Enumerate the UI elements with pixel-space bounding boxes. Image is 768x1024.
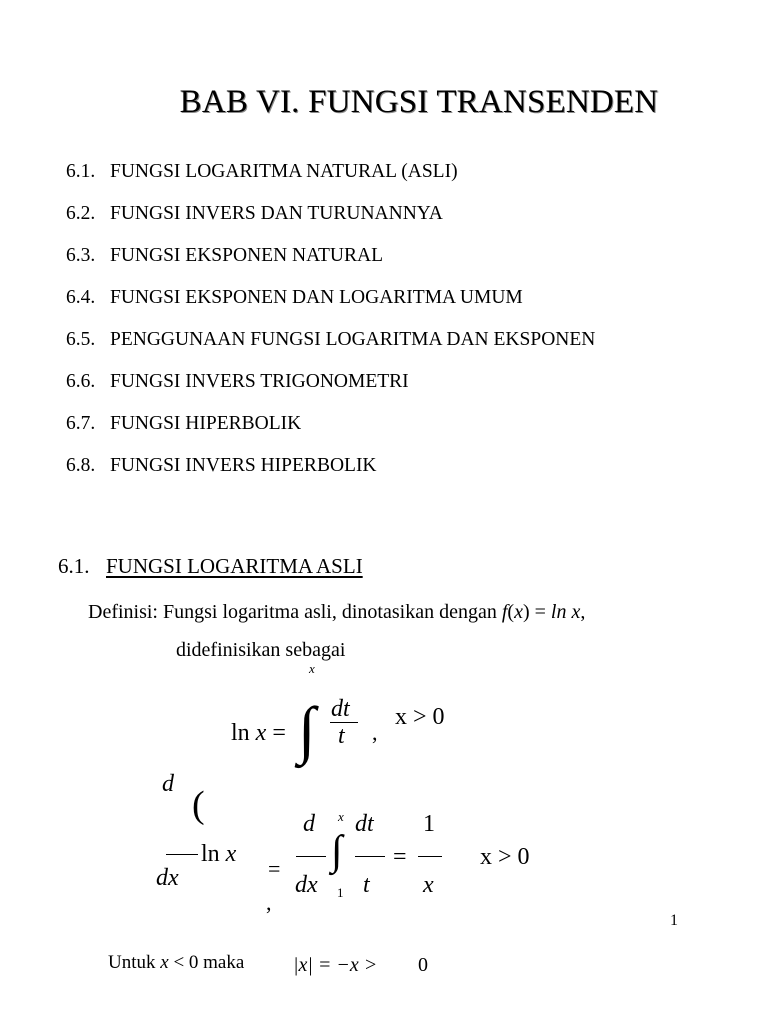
definition-suffix: , bbox=[580, 601, 586, 623]
formula2-ln: ln bbox=[201, 841, 226, 867]
formula1-integral: ∫ bbox=[298, 694, 316, 765]
toc-item-number: 6.6. bbox=[66, 371, 96, 392]
formula2-brace: ( bbox=[192, 784, 205, 826]
formula2-d-bar bbox=[296, 856, 326, 857]
formula1-ln: ln bbox=[231, 720, 256, 746]
toc-item-text: FUNGSI INVERS HIPERBOLIK bbox=[110, 455, 377, 476]
formula2-left-bar bbox=[166, 854, 198, 855]
toc-item-number: 6.2. bbox=[66, 203, 96, 224]
toc-item-text: FUNGSI INVERS DAN TURUNANNYA bbox=[110, 203, 443, 224]
formula2-d-den: dx bbox=[295, 872, 318, 898]
page-title: BAB VI. FUNGSI TRANSENDEN bbox=[179, 84, 659, 120]
formula2-x: x bbox=[225, 841, 237, 867]
toc-item-text: PENGGUNAAN FUNGSI LOGARITMA DAN EKSPONEN bbox=[110, 329, 596, 350]
definition-line-2: didefinisikan sebagai bbox=[176, 639, 346, 661]
toc-item-number: 6.1. bbox=[66, 161, 96, 182]
section-title: FUNGSI LOGARITMA ASLI bbox=[106, 554, 363, 578]
toc-item-text: FUNGSI INVERS TRIGONOMETRI bbox=[110, 371, 409, 392]
formula2-lower-limit: 1 bbox=[337, 885, 344, 900]
toc-item-number: 6.8. bbox=[66, 455, 96, 476]
formula2-d-num: d bbox=[303, 811, 315, 837]
formula2-one: 1 bbox=[423, 811, 435, 837]
definition-lnx: ln x bbox=[550, 601, 581, 623]
formula1-comma: , bbox=[372, 720, 378, 745]
footer-cond: < 0 maka bbox=[168, 952, 245, 973]
footer-abs-expr: |x| = −x > bbox=[293, 954, 378, 976]
formula2-x-den: x bbox=[423, 872, 434, 898]
formula2-dt: dt bbox=[355, 811, 374, 837]
formula1-equals: = bbox=[266, 720, 286, 746]
formula2-t: t bbox=[363, 872, 370, 898]
toc-item-text: FUNGSI EKSPONEN NATURAL bbox=[110, 245, 384, 266]
formula2-one-bar bbox=[418, 856, 442, 857]
footer-zero: 0 bbox=[418, 954, 428, 976]
formula1-x: x bbox=[255, 720, 267, 746]
toc-item-number: 6.4. bbox=[66, 287, 96, 308]
formula2-upper-limit: x bbox=[338, 809, 344, 824]
formula2-lnx bbox=[201, 842, 236, 866]
formula2-comma: , bbox=[266, 890, 272, 915]
page-number: 1 bbox=[670, 912, 678, 929]
definition-paren-close: ) bbox=[522, 601, 530, 623]
definition-prefix: Definisi: Fungsi logaritma asli, dinotasikan dengan bbox=[88, 601, 502, 623]
formula1-upper-limit: x bbox=[309, 661, 315, 676]
formula2-integral: ∫ bbox=[331, 828, 343, 874]
definition-eq: = bbox=[529, 601, 551, 623]
toc-item-number: 6.5. bbox=[66, 329, 96, 350]
formula2-equals-2: = bbox=[393, 844, 407, 870]
section-number: 6.1. bbox=[58, 554, 90, 578]
formula2-dx: dx bbox=[156, 865, 179, 891]
toc-item-number: 6.3. bbox=[66, 245, 96, 266]
footer-x: x bbox=[160, 952, 169, 973]
toc-item-text: FUNGSI HIPERBOLIK bbox=[110, 413, 302, 434]
toc-item-text: FUNGSI EKSPONEN DAN LOGARITMA UMUM bbox=[110, 287, 523, 308]
formula2-condition: x > 0 bbox=[480, 844, 530, 870]
toc-item-number: 6.7. bbox=[66, 413, 96, 434]
formula2-equals: = bbox=[268, 856, 281, 881]
toc-item-text: FUNGSI LOGARITMA NATURAL (ASLI) bbox=[110, 161, 458, 182]
formula1-condition: x > 0 bbox=[395, 704, 445, 730]
formula1-numerator: dt bbox=[331, 696, 350, 722]
formula1-lhs bbox=[231, 721, 286, 745]
formula2-d-top: d bbox=[162, 771, 174, 797]
formula2-dt-bar bbox=[355, 856, 385, 857]
footer-line bbox=[108, 953, 244, 972]
definition-f: f bbox=[501, 601, 508, 623]
footer-prefix: Untuk bbox=[108, 952, 161, 973]
formula1-denominator: t bbox=[338, 723, 345, 749]
definition-x: x bbox=[514, 601, 523, 623]
definition-paren-open: ( bbox=[507, 601, 515, 623]
definition-line bbox=[88, 602, 585, 622]
